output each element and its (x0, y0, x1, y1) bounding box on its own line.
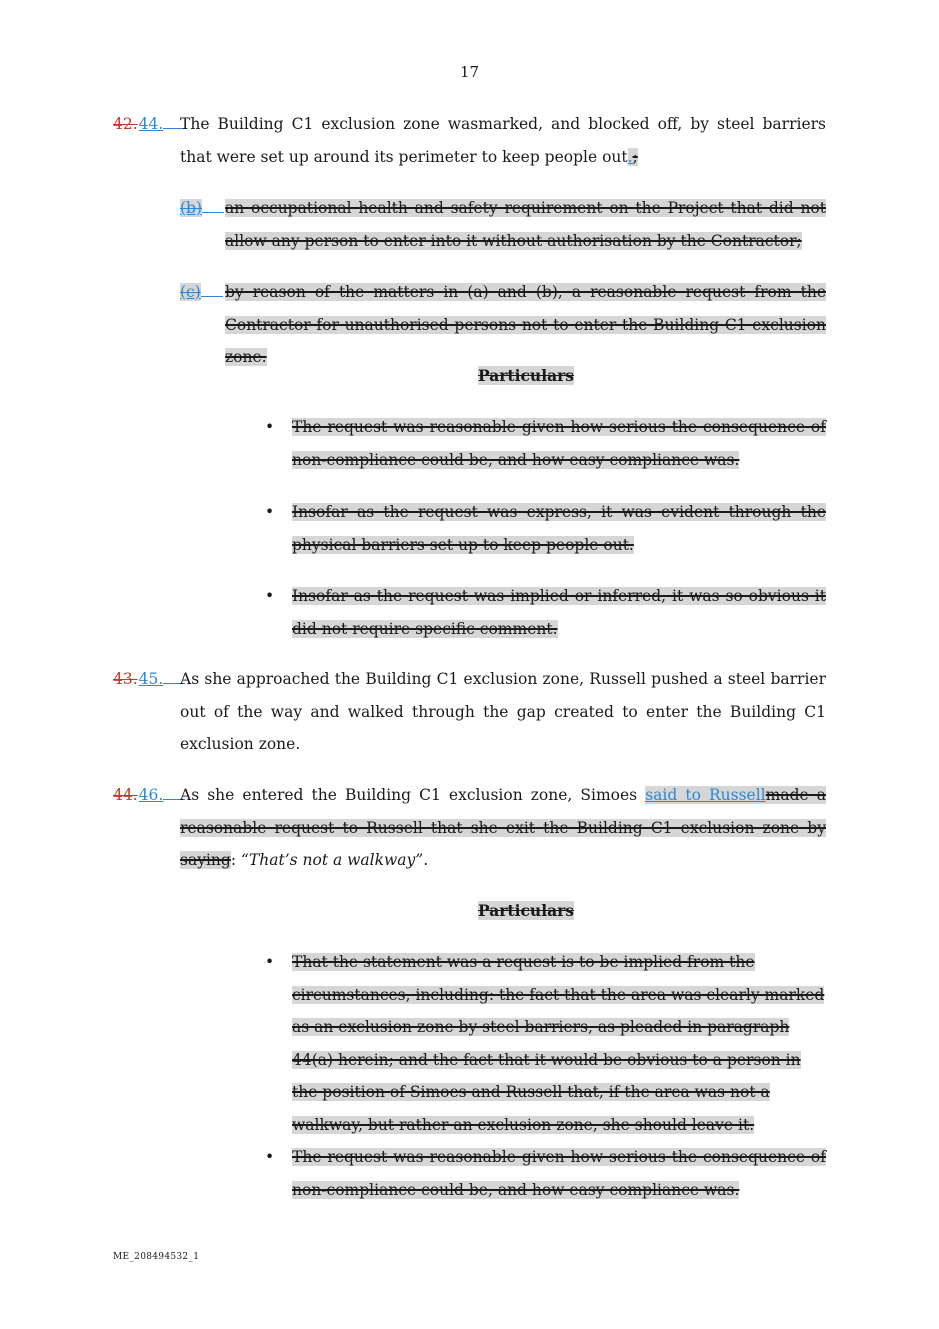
bullet-marker: • (265, 418, 275, 436)
inserted-number: 46. (138, 786, 164, 804)
subparagraph-label-b (180, 192, 224, 225)
paragraph-46: As she entered the Building C1 exclusion zone, Simoes said to Russellmade a reasonable request to Russell that she exit the Building C1 exclusion zone by saying: “That’s not a walkway”. (180, 786, 827, 869)
bullet-marker: • (265, 1148, 275, 1166)
deleted-label: (b) (180, 199, 203, 217)
subparagraph-b (225, 192, 826, 257)
particulars-bullet: Insofar as the request was implied or inferred, it was so obvious it did not require specific comment. (292, 587, 826, 638)
bullet-marker: • (265, 953, 275, 971)
paragraph-text: marked, and blocked off, by steel barriers that were set up around its perimeter to keep people out (180, 115, 826, 166)
paragraph-number-45 (113, 663, 185, 696)
paragraph-number-44 (113, 108, 185, 141)
deleted-label: (c) (180, 283, 201, 301)
paragraph-text: The Building C1 exclusion zone was (180, 115, 479, 133)
paragraph-44 (180, 108, 826, 173)
particulars-heading: Particulars (477, 366, 575, 385)
inserted-number: 45. (138, 670, 164, 688)
bullet-marker: • (265, 587, 275, 605)
quoted-statement: “That’s not a walkway” (241, 851, 424, 869)
subparagraph-c (225, 276, 826, 374)
bullet-marker: • (265, 503, 275, 521)
paragraph-text: As she approached the Building C1 exclusion zone, Russell pushed a steel barrier out of the way and walked through the gap created to enter the Building C1 exclusion zone. (180, 670, 826, 753)
particulars-bullet: The request was reasonable given how serious the consequence of non-compliance could be, and how easy compliance was. (292, 1148, 826, 1199)
particulars-bullet: Insofar as the request was express, it was evident through the physical barriers set up to keep people out. (292, 503, 826, 554)
deleted-number: 43. (113, 670, 138, 688)
deleted-number: 42. (113, 115, 138, 133)
document-reference: ME_208494532_1 (113, 1252, 200, 1262)
deleted-number: 44. (113, 786, 138, 804)
particulars-bullet: The request was reasonable given how serious the consequence of non-compliance could be, and how easy compliance was. (292, 418, 826, 469)
paragraph-number-46 (113, 779, 185, 812)
inserted-text: said to Russell (645, 786, 766, 804)
page-number: 17 (459, 63, 480, 81)
paragraph-45 (180, 663, 826, 761)
particulars-bullet: That the statement was a request is to be implied from the circumstances, including: the fact that the area was clearly marked as an exclusion zone by steel barriers, as pleaded in paragraph 44(a) herein; and the fact that it would be obvious to a person in the position of Simoes and Russell that, if the area was not a walkway, but rather an exclusion zone, she should leave it. (292, 953, 825, 1134)
deleted-text: ; (632, 147, 638, 166)
particulars-heading: Particulars (477, 901, 575, 920)
deleted-text: made a reasonable request to Russell that she exit the Building C1 exclusion zone by saying (180, 786, 827, 869)
deleted-text: an occupational health and safety requirement on the Project that did not allow any person to enter into it without authorisation by the Contractor; (225, 199, 826, 250)
inserted-number: 44. (138, 115, 164, 133)
deleted-text: by reason of the matters in (a) and (b), a reasonable request from the Contractor for unauthorised persons not to enter the Building C1 exclusion zone. (225, 283, 826, 366)
subparagraph-label-c (180, 276, 223, 309)
paragraph-text: As she entered the Building C1 exclusion zone, Simoes (180, 786, 638, 804)
inserted-text: . (627, 147, 633, 166)
